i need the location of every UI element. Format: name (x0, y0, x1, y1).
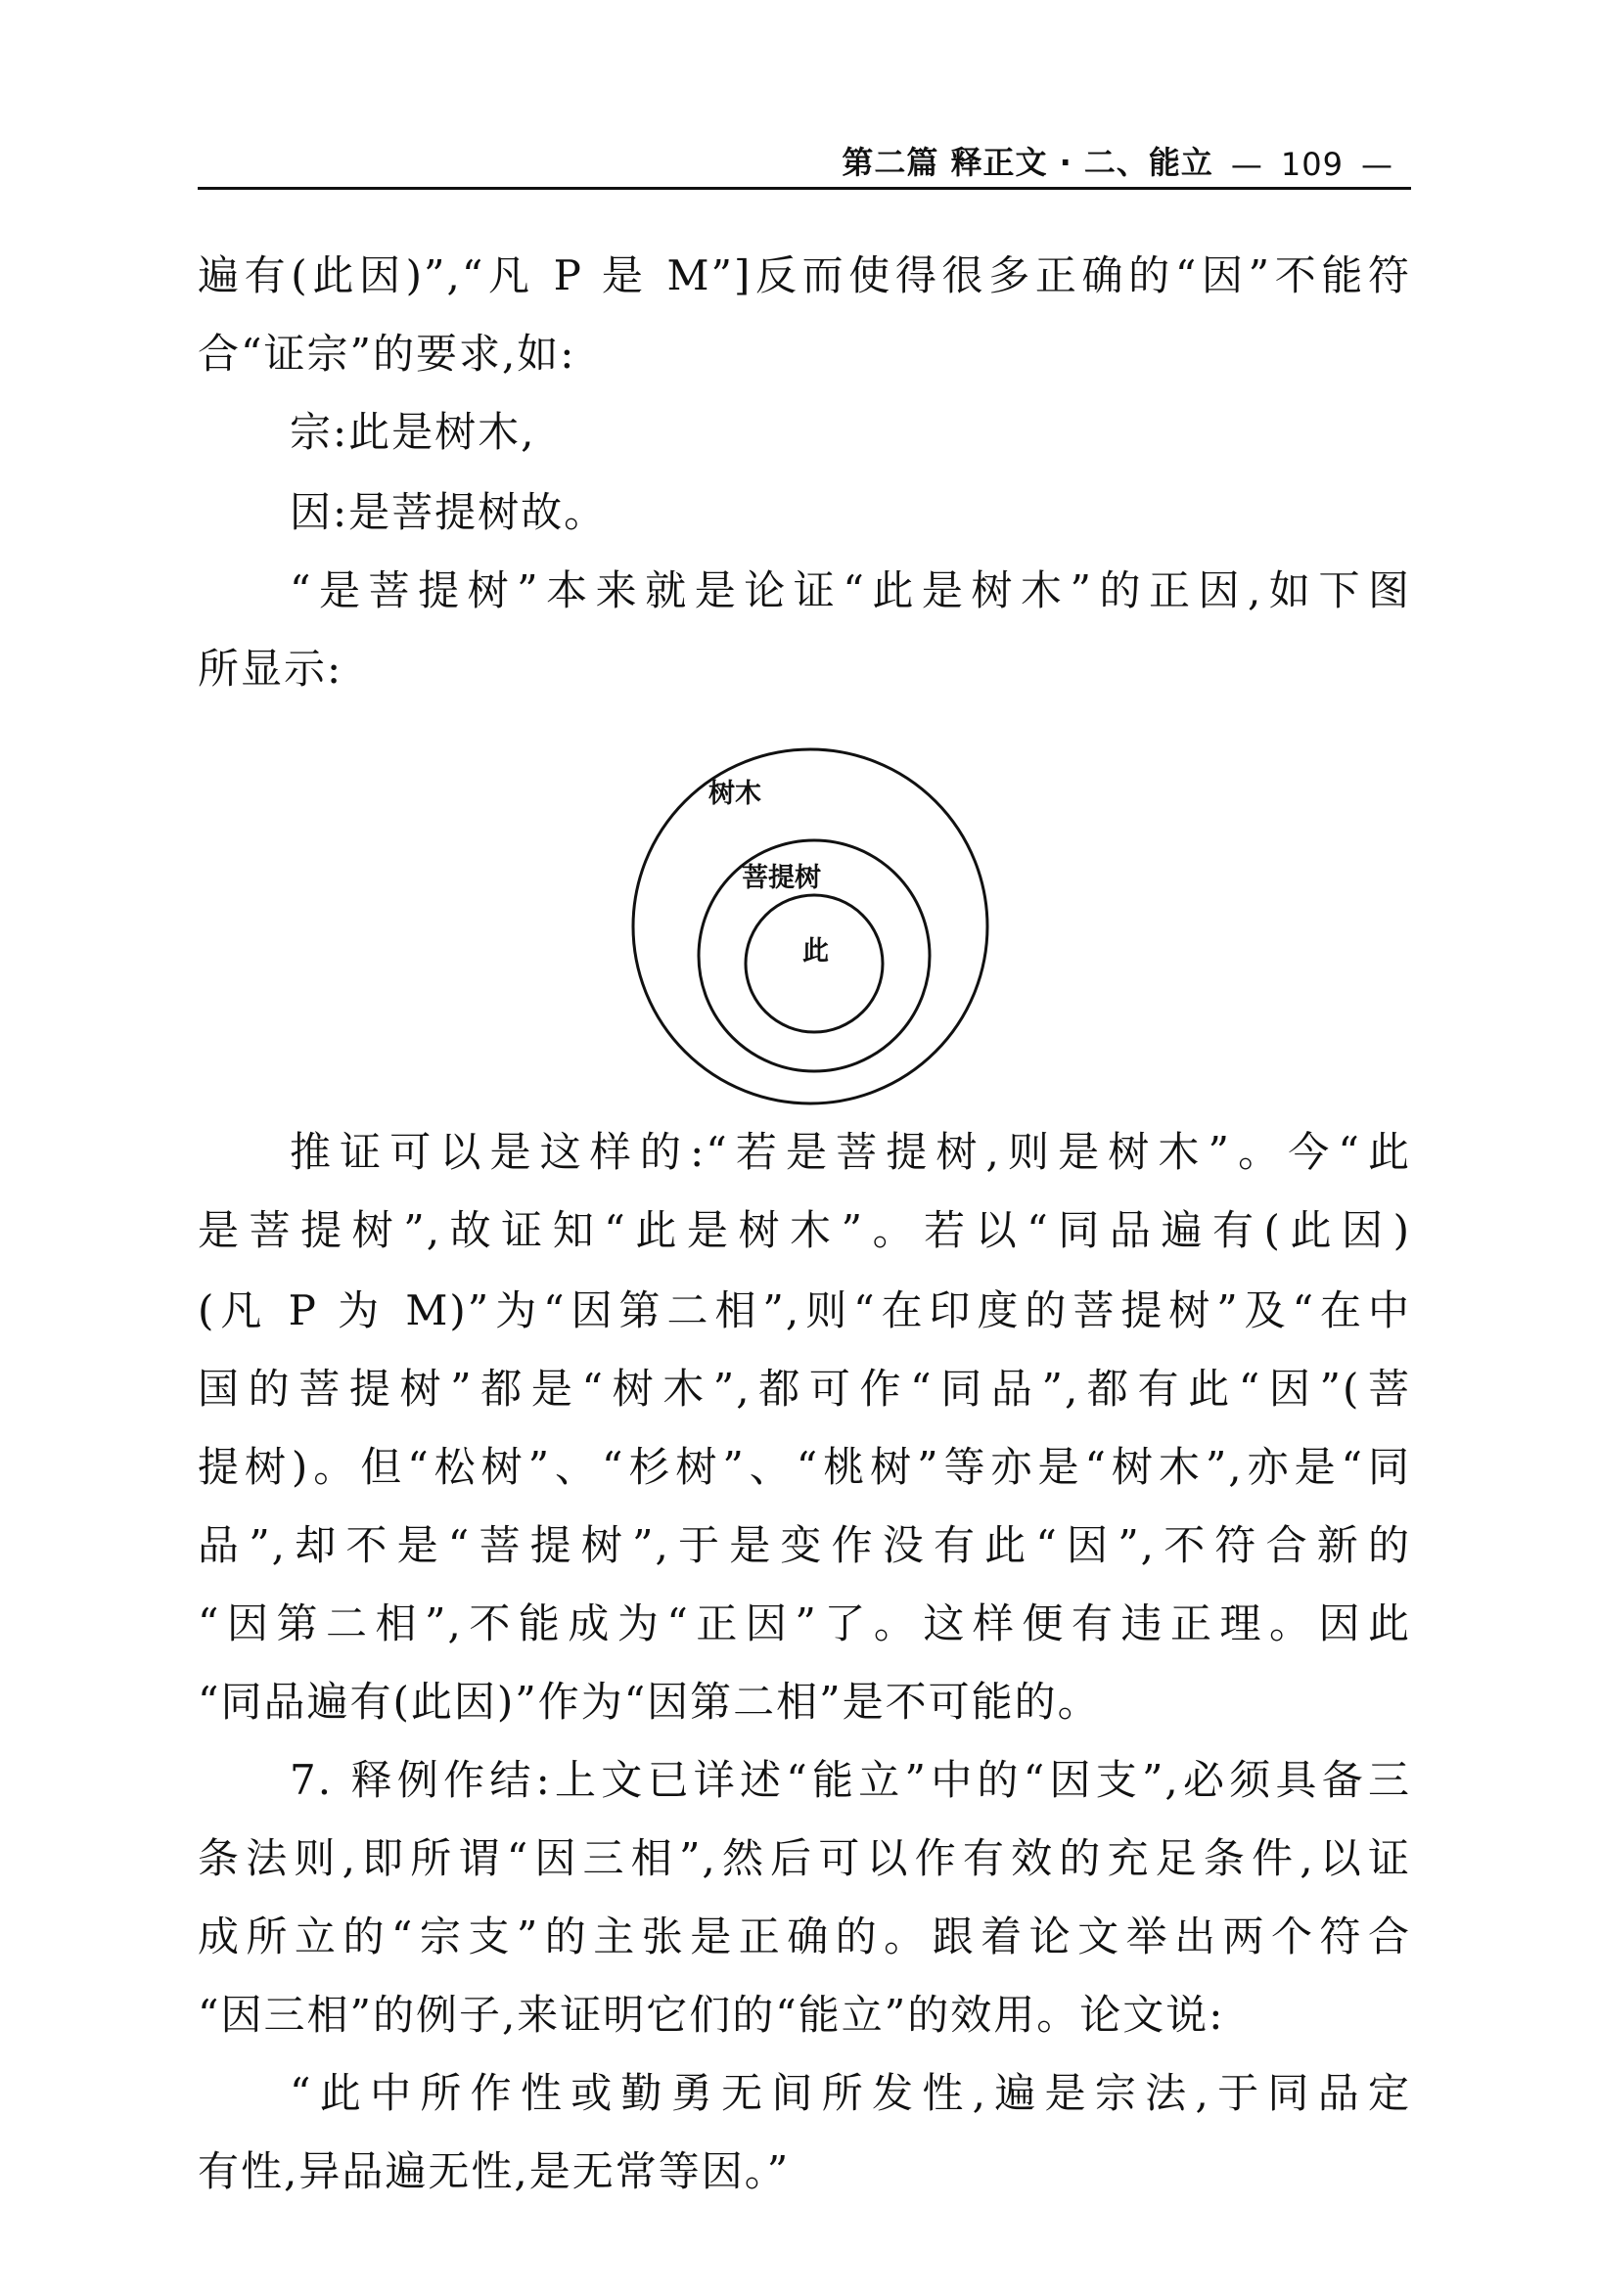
text-line: 成所立的“宗支”的主张是正确的。跟着论文举出两个符合 (198, 1913, 1411, 1960)
outer-circle-trees (633, 749, 987, 1103)
label-this: 此 (802, 936, 829, 967)
text-line: 提树)。但“松树”、“杉树”、“桃树”等亦是“树木”,亦是“同 (198, 1443, 1411, 1491)
euler-diagram (628, 743, 992, 1109)
label-trees: 树木 (708, 779, 761, 809)
text-line: “同品遍有(此因)”作为“因第二相”是不可能的。 (198, 1678, 1101, 1726)
text-line: 品”,却不是“菩提树”,于是变作没有此“因”,不符合新的 (198, 1521, 1411, 1569)
header-dash-right: — (1361, 146, 1393, 183)
text-line: 推证可以是这样的:“若是菩提树,则是树木”。今“此 (290, 1128, 1411, 1176)
header-chapter: 第二篇 释正文 · 二、能立 (842, 144, 1213, 181)
text-line: 合“证宗”的要求,如: (198, 330, 576, 378)
text-line: (凡 P 为 M)”为“因第二相”,则“在印度的菩提树”及“在中 (198, 1286, 1411, 1334)
text-line: “是菩提树”本来就是论证“此是树木”的正因,如下图 (290, 566, 1411, 614)
text-line: 有性,异品遍无性,是无常等因。” (198, 2147, 791, 2195)
page-number: 109 (1280, 146, 1344, 183)
euler-diagram-svg (628, 743, 992, 1109)
text-line: 因:是菩提树故。 (290, 488, 608, 536)
text-line: “此中所作性或勤勇无间所发性,遍是宗法,于同品定 (290, 2069, 1411, 2117)
text-line: 所显示: (198, 645, 343, 693)
text-line: “因第二相”,不能成为“正因”了。这样便有违正理。因此 (198, 1599, 1411, 1647)
text-line: 国的菩提树”都是“树木”,都可作“同品”,都有此“因”(菩 (198, 1365, 1411, 1413)
text-line: 遍有(此因)”,“凡 P 是 M”]反而使得很多正确的“因”不能符 (198, 251, 1411, 299)
text-line: 是菩提树”,故证知“此是树木”。若以“同品遍有(此因) (198, 1206, 1411, 1254)
label-bodhi-tree: 菩提树 (742, 863, 821, 893)
text-line: “因三相”的例子,来证明它们的“能立”的效用。论文说: (198, 1991, 1225, 2039)
text-line: 宗:此是树木, (290, 408, 536, 456)
header-dash-left: — (1230, 146, 1263, 183)
text-line: 7. 释例作结:上文已详述“能立”中的“因支”,必须具备三 (290, 1756, 1411, 1804)
running-header (198, 137, 1411, 190)
text-line: 条法则,即所谓“因三相”,然后可以作有效的充足条件,以证 (198, 1834, 1411, 1882)
